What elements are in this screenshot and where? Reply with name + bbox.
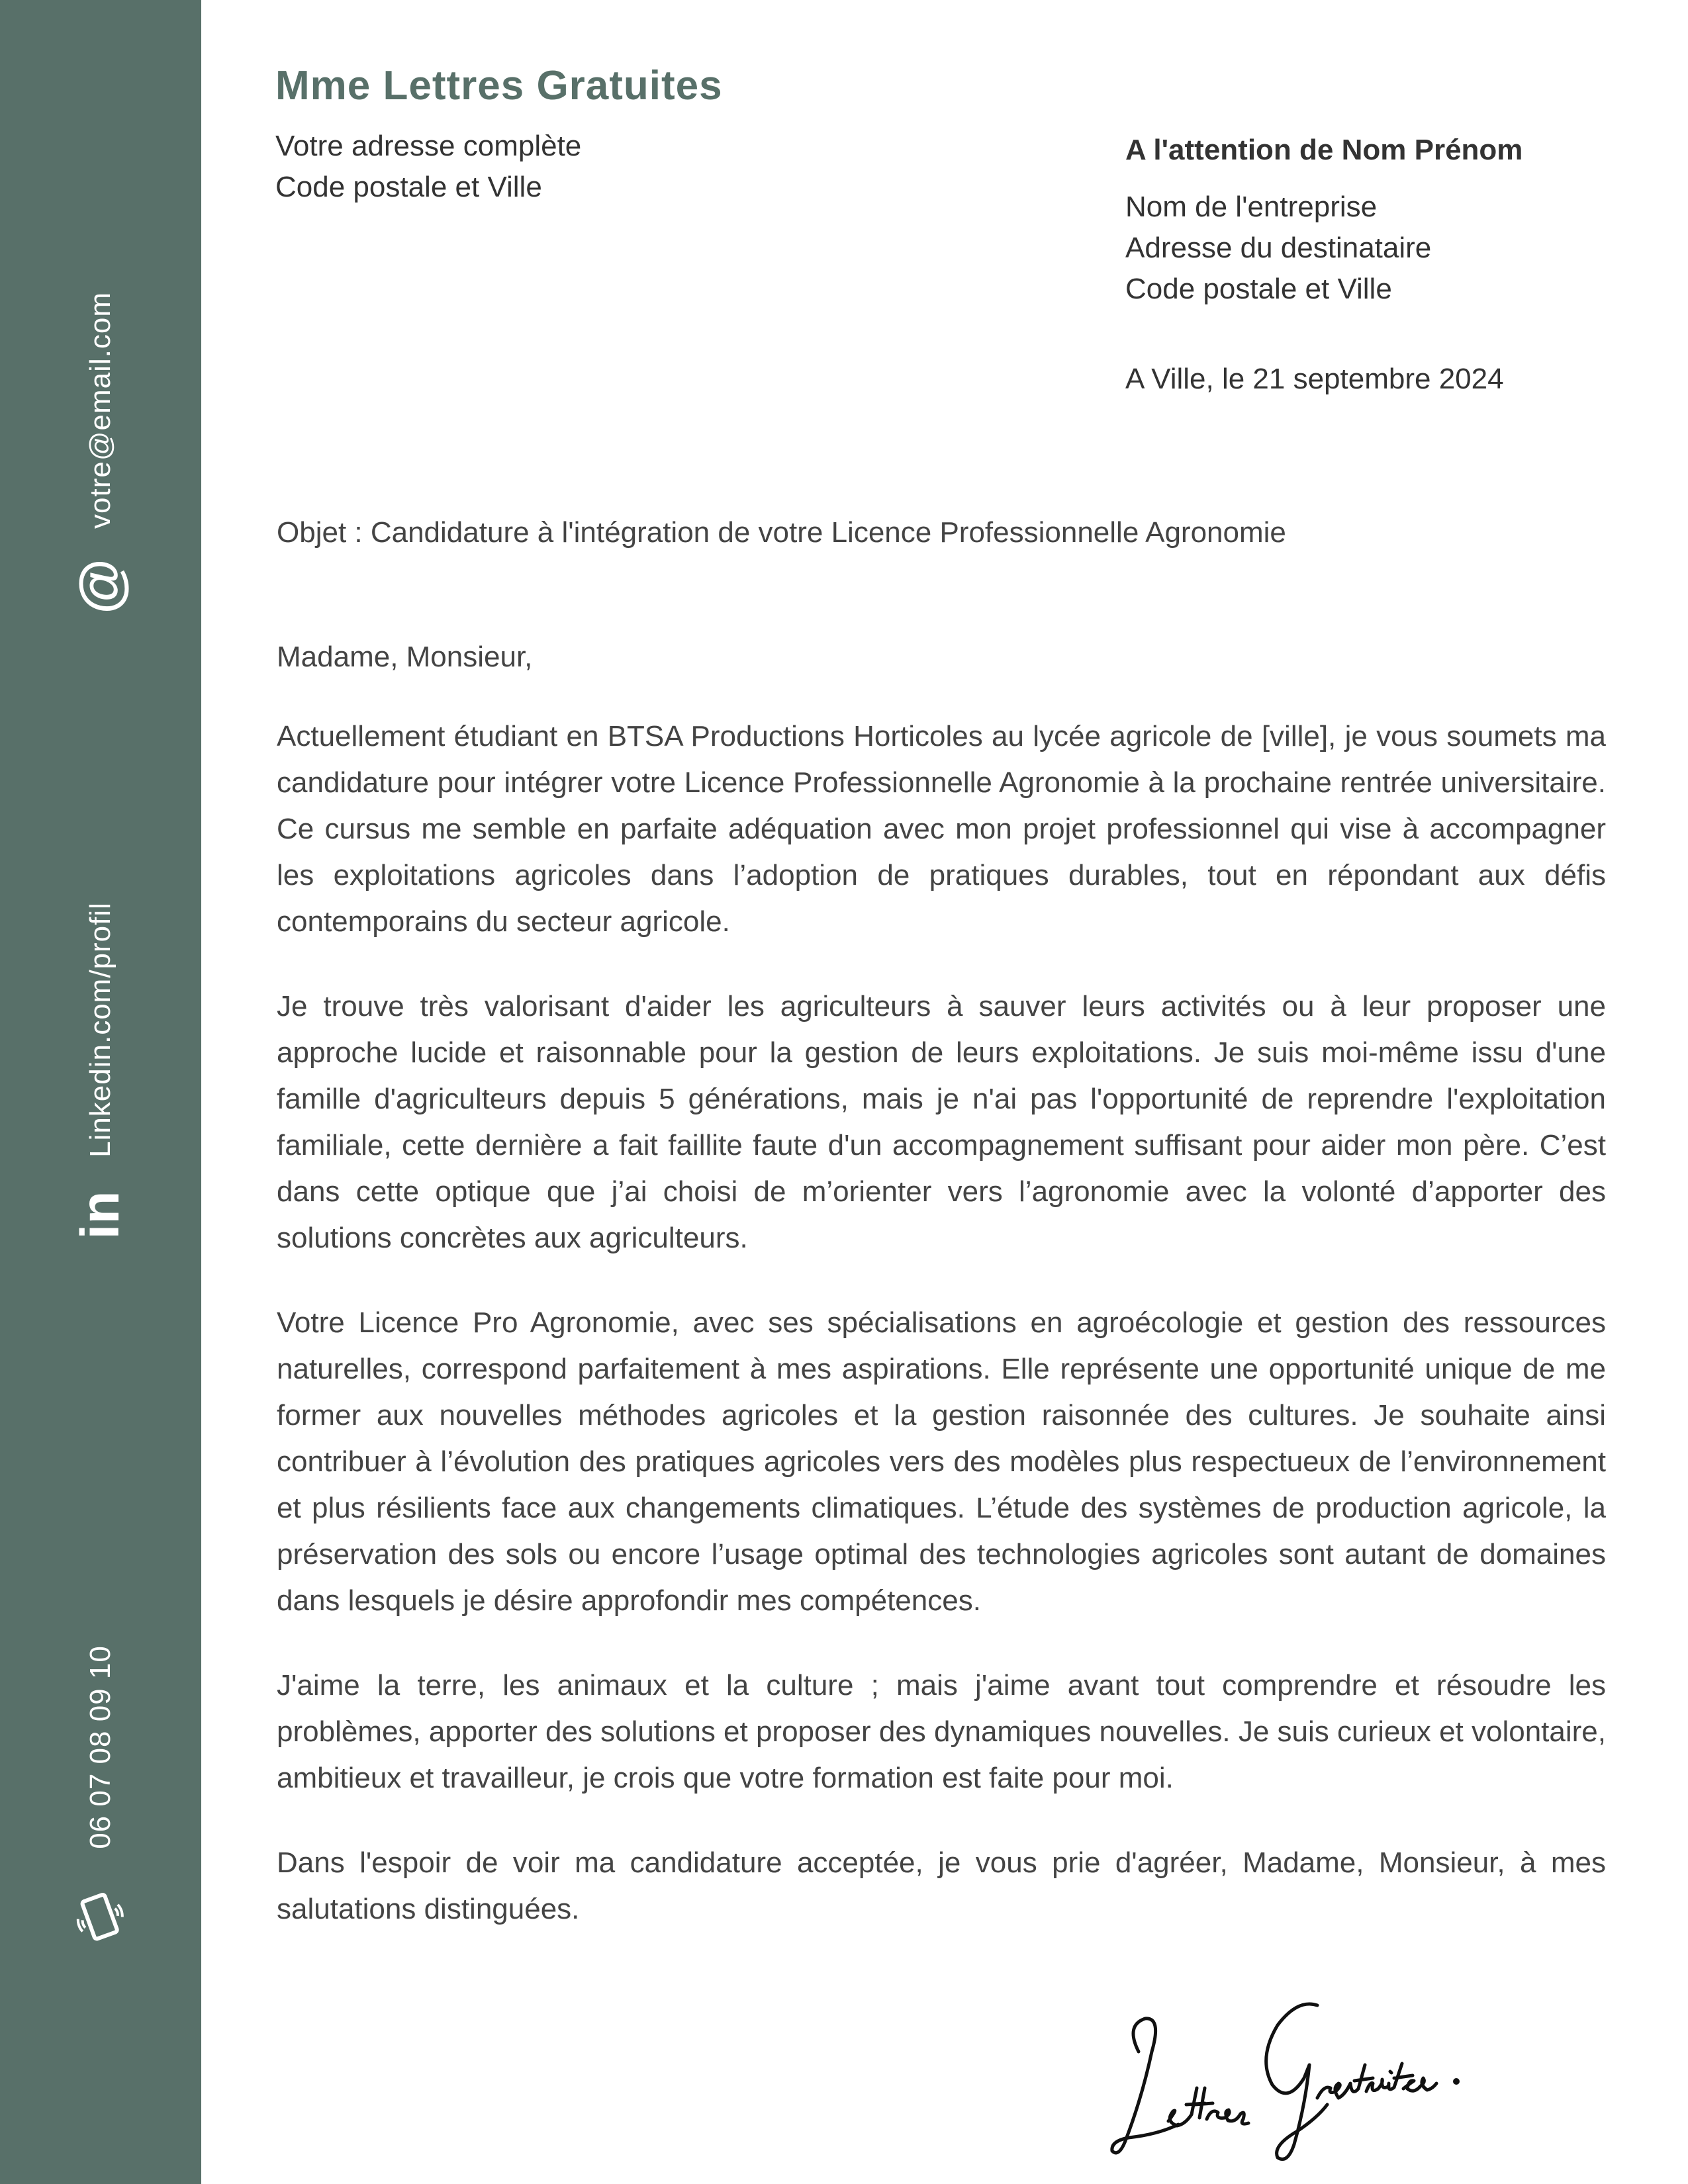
recipient-city: Code postale et Ville xyxy=(1125,273,1392,305)
letter-subject: Objet : Candidature à l'intégration de votre Licence Professionnelle Agronomie xyxy=(277,516,1286,549)
paragraph: Actuellement étudiant en BTSA Productions Horticoles au lycée agricole de [ville], je vous soumets ma candidature pour intégrer votre Licence Professionnelle Agronomie à la prochaine rentrée universitaire. Ce cursus me semble en parfaite adéquation avec mon projet professionnel qui vise à accompagner les exploitations agricoles dans l’adoption de pratiques durables, tout en répondant aux défis contemporains du secteur agricole. xyxy=(277,720,1606,938)
letter-date: A Ville, le 21 septembre 2024 xyxy=(1125,363,1504,395)
sender-address-line1: Votre adresse complète xyxy=(275,130,582,162)
sidebar-phone[interactable]: 06 07 08 09 10 xyxy=(84,1645,117,1849)
sender-address-line2: Code postale et Ville xyxy=(275,171,542,203)
linkedin-icon: in xyxy=(70,1191,130,1240)
at-icon: @ xyxy=(69,559,132,614)
paragraph: Dans l'espoir de voir ma candidature acceptée, je vous prie d'agréer, Madame, Monsieur, à mes salutations distinguées. xyxy=(277,1846,1606,1925)
paragraph: Votre Licence Pro Agronomie, avec ses spécialisations en agroécologie et gestion des ressources naturelles, correspond parfaitement à mes aspirations. Elle représente une opportunité unique de me former aux nouvelles méthodes agricoles et la gestion raisonnée des cultures. Je souhaite ainsi contribuer à l’évolution des pratiques agricoles vers des modèles plus respectueux de l’environnement et plus résilients face aux changements climatiques. L’étude des systèmes de production agricole, la préservation des sols ou encore l’usage optimal des technologies agricoles sont autant de domaines dans lesquels je désire approfondir mes compétences. xyxy=(277,1306,1606,1617)
recipient-company: Nom de l'entreprise xyxy=(1125,191,1378,223)
recipient-block xyxy=(1125,130,1523,400)
paragraph: Je trouve très valorisant d'aider les agriculteurs à sauver leurs activités ou à leur proposer une approche lucide et raisonnable pour la gestion de leurs exploitations. Je suis moi-même issu d'une famille d'agriculteurs depuis 5 générations, mais je n'ai pas l'opportunité de reprendre l'exploitation familiale, cette dernière a fait faillite faute d'un accompagnement suffisant pour aider mon père. C’est dans cette optique que j’ai choisi de m’orienter vers l’agronomie avec la volonté d’apporter des solutions concrètes aux agriculteurs. xyxy=(277,990,1606,1254)
phone-icon xyxy=(66,1884,135,1954)
paragraph: J'aime la terre, les animaux et la culture ; mais j'aime avant tout comprendre et résoudre les problèmes, apporter des solutions et proposer des dynamiques nouvelles. Je suis curieux et volontaire, ambitieux et travailleur, je crois que votre formation est faite pour moi. xyxy=(277,1669,1606,1794)
handwritten-signature xyxy=(1099,1972,1483,2177)
sidebar-linkedin[interactable]: Linkedin.com/profil xyxy=(84,902,117,1158)
salutation: Madame, Monsieur, xyxy=(277,641,533,673)
letter-body xyxy=(277,634,1606,1971)
recipient-address: Adresse du destinataire xyxy=(1125,232,1432,264)
recipient-attention: A l'attention de Nom Prénom xyxy=(1125,134,1523,166)
sender-name: Mme Lettres Gratuites xyxy=(275,63,723,109)
sender-address xyxy=(275,126,581,208)
sidebar xyxy=(0,0,201,2184)
sidebar-email[interactable]: votre@email.com xyxy=(84,292,117,529)
